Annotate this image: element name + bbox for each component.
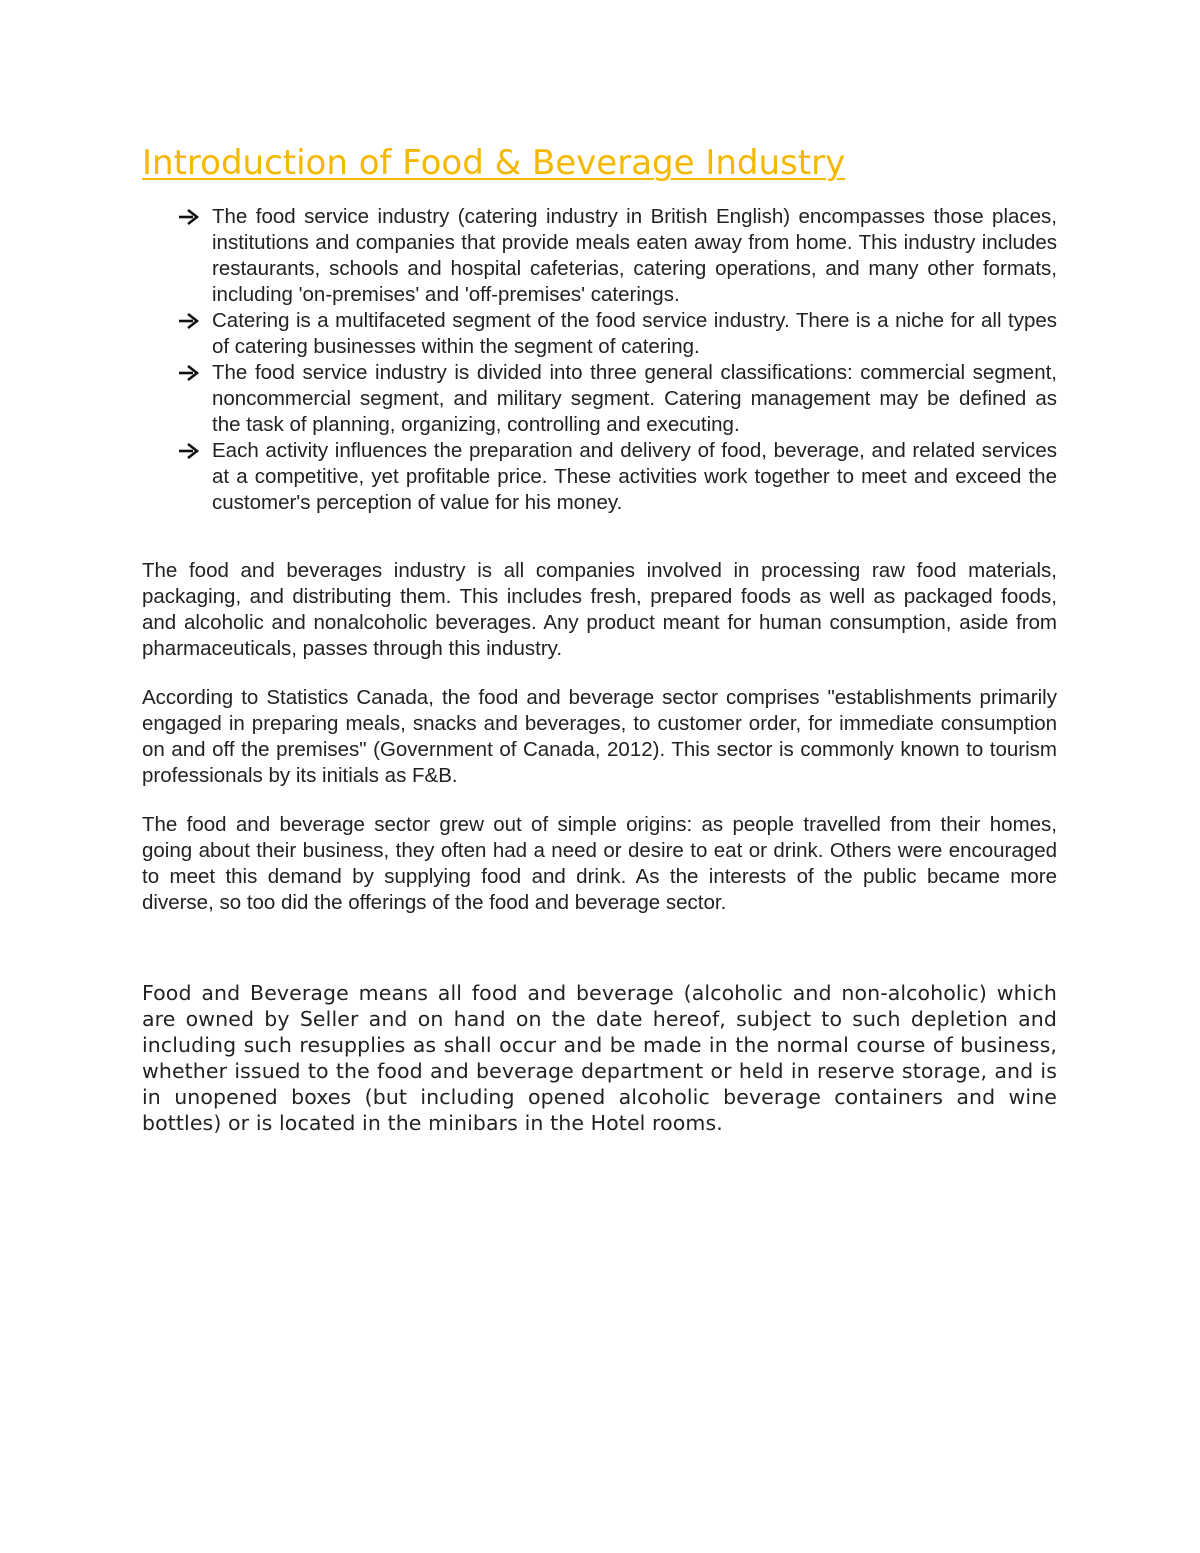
arrow-right-icon: [177, 360, 205, 386]
arrow-right-icon: [177, 308, 205, 334]
list-item: [142, 438, 1057, 516]
list-item: [142, 360, 1057, 438]
bullet-text: Each activity influences the preparation and delivery of food, beverage, and related services at a competitive, yet profitable price. These activities work together to meet and exceed the customer's perception of value for his money.: [212, 439, 1057, 514]
bullet-text: The food service industry is divided into three general classifications: commercial segment, noncommercial segment, and military segment. Catering management may be defined as the task of planning, organizing, controlling and executing.: [212, 361, 1057, 436]
bullet-text: The food service industry (catering industry in British English) encompasses those places, institutions and companies that provide meals eaten away from home. This industry includes restaurants, schools and hospital cafeterias, catering operations, and many other formats, including 'on-premises' and 'off-premises' caterings.: [212, 205, 1057, 306]
list-item: [142, 308, 1057, 360]
paragraph-statistics-canada: According to Statistics Canada, the food and beverage sector comprises "establishments primarily engaged in preparing meals, snacks and beverages, to customer order, for immediate consumption on and off the premises" (Government of Canada, 2012). This sector is commonly known to tourism professionals by its initials as F&B.: [142, 686, 1057, 787]
paragraph-origins: The food and beverage sector grew out of simple origins: as people travelled from their homes, going about their business, they often had a need or desire to eat or drink. Others were encouraged to meet this demand by supplying food and drink. As the interests of the public became more diverse, so too did the offerings of the food and beverage sector.: [142, 813, 1057, 914]
list-item: [142, 204, 1057, 308]
arrow-right-icon: [177, 204, 205, 230]
paragraph-definition: Food and Beverage means all food and beverage (alcoholic and non-alcoholic) which are owned by Seller and on hand on the date hereof, subject to such depletion and including such resupplies as shall occur and be made in the normal course of business, whether issued to the food and beverage department or held in reserve storage, and is in unopened boxes (but including opened alcoholic beverage containers and wine bottles) or is located in the minibars in the Hotel rooms.: [142, 981, 1057, 1135]
page-title: Introduction of Food & Beverage Industry: [142, 143, 846, 183]
paragraph-industry: The food and beverages industry is all companies involved in processing raw food materials, packaging, and distributing them. This includes fresh, prepared foods as well as packaged foods, and alcoholic and nonalcoholic beverages. Any product meant for human consumption, aside from pharmaceuticals, passes through this industry.: [142, 559, 1057, 660]
arrow-right-icon: [177, 438, 205, 464]
document-page: [142, 140, 1057, 1136]
bullet-text: Catering is a multifaceted segment of the food service industry. There is a niche for all types of catering businesses within the segment of catering.: [212, 309, 1057, 358]
bullet-list: [142, 204, 1057, 516]
